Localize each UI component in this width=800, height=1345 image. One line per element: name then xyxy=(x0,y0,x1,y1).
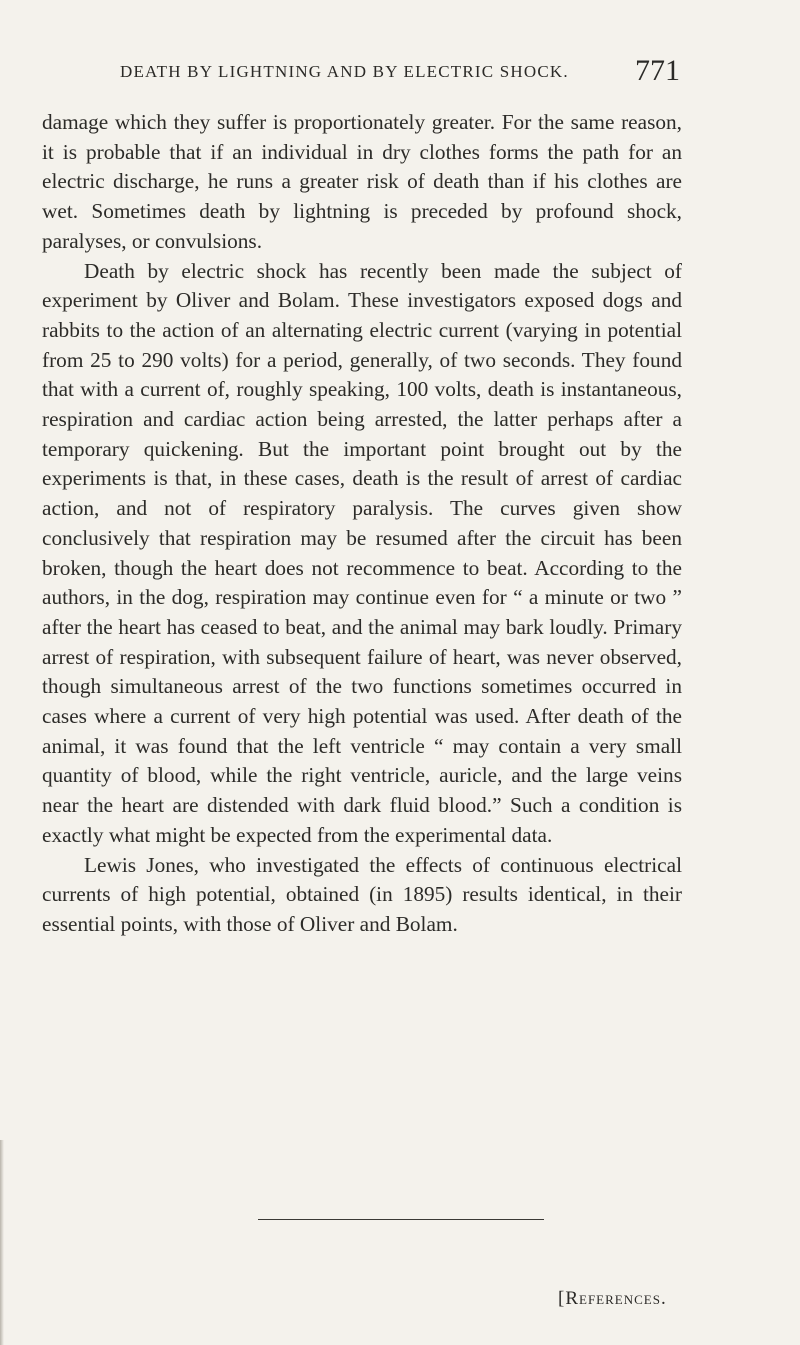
paragraph-electric-shock-experiments: Death by electric shock has recently been made the subject of experiment by Oliver and Bolam. These investigators exposed dogs and rabbits to the action of an alternating electric current (varying in potential from 25 to 290 volts) for a period, generally, of two seconds. They found that with a current of, roughly speaking, 100 volts, death is instantaneous, respiration and cardiac action being arrested, the latter perhaps after a temporary quickening. But the important point brought out by the experiments is that, in these cases, death is the result of arrest of cardiac action, and not of respiratory paralysis. The curves given show conclusively that respiration may be resumed after the circuit has been broken, though the heart does not recommence to beat. According to the authors, in the dog, respiration may continue even for “ a minute or two ” after the heart has ceased to beat, and the animal may bark loudly. Primary arrest of respiration, with subsequent failure of heart, was never observed, though simultaneous arrest of the two functions sometimes occurred in cases where a current of very high potential was used. After death of the animal, it was found that the left ventricle “ may contain a very small quantity of blood, while the right ventricle, auricle, and the large veins near the heart are distended with dark fluid blood.” Such a condition is exactly what might be expected from the experimental data. xyxy=(42,258,682,847)
catchword xyxy=(558,1288,667,1310)
page-header xyxy=(120,54,680,94)
paragraph-lewis-jones: Lewis Jones, who investigated the effects of continuous electrical currents of high potential, obtained (in 1895) results identical, in their essential points, with those of Oliver and Bolam. xyxy=(42,852,682,936)
running-head: DEATH BY LIGHTNING AND BY ELECTRIC SHOCK. xyxy=(120,62,569,81)
section-divider-rule xyxy=(258,1219,544,1220)
page-number: 771 xyxy=(635,54,680,87)
catchword-text: References. xyxy=(565,1288,667,1309)
binding-edge-shadow xyxy=(0,1140,4,1345)
paragraph-continuation: damage which they suffer is proportionately greater. For the same reason, it is probable that if an individual in dry clothes forms the path for an electric discharge, he runs a greater risk of death than if his clothes are wet. Sometimes death by lightning is preceded by profound shock, paralyses, or convulsions. xyxy=(42,110,682,253)
body-text xyxy=(42,108,682,940)
catchword-bracket: [ xyxy=(558,1288,566,1309)
